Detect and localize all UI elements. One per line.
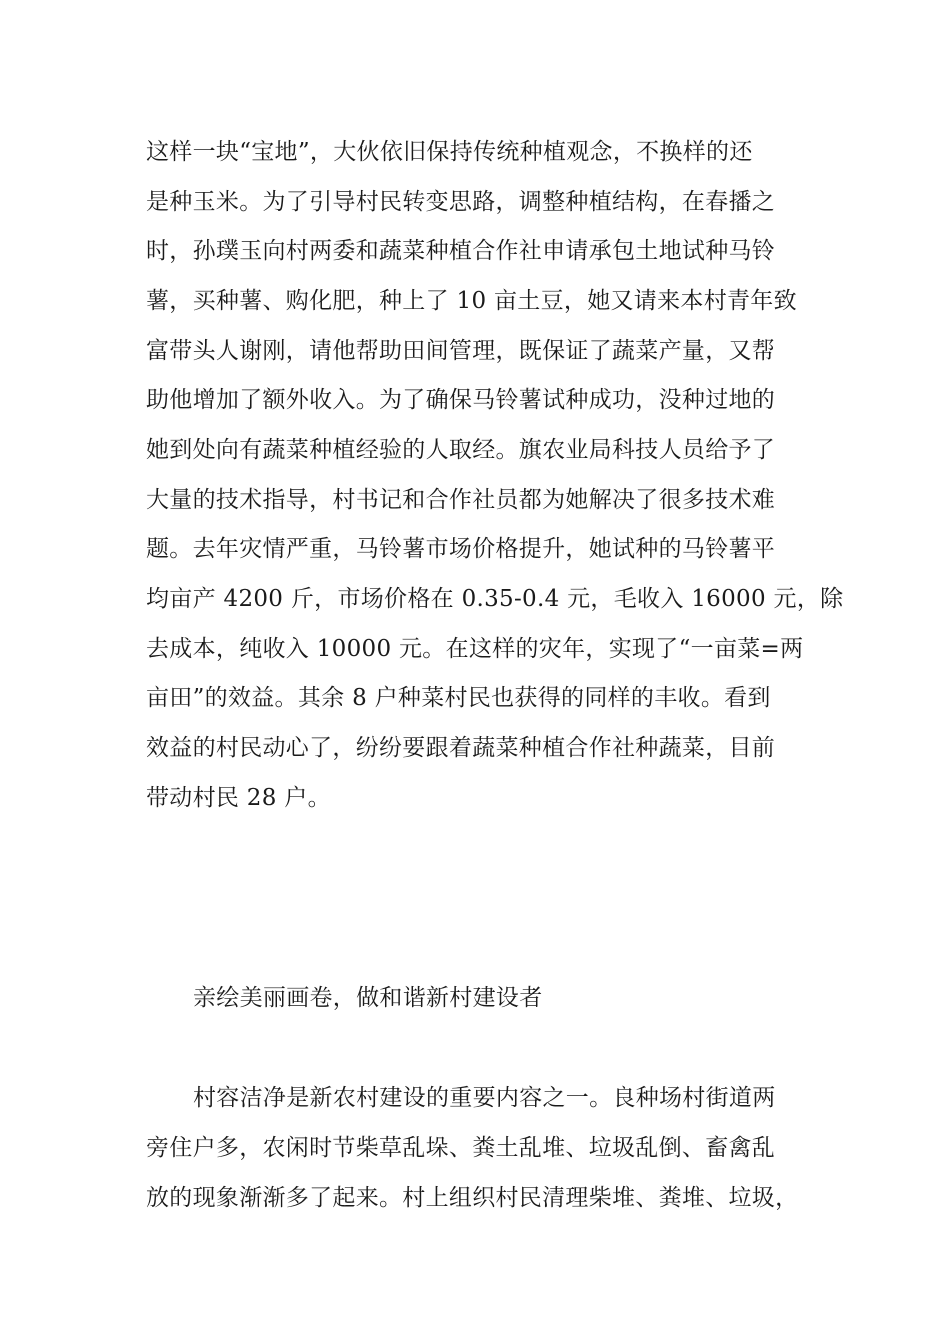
paragraph-line: 助他增加了额外收入。为了确保马铃薯试种成功，没种过地的 [146,387,776,413]
paragraph-line: 这样一块“宝地”，大伙依旧保持传统种植观念，不换样的还 [146,139,753,165]
paragraph-line: 富带头人谢刚，请他帮助田间管理，既保证了蔬菜产量，又帮 [146,338,776,364]
paragraph-line: 带动村民 28 户。 [146,785,331,811]
paragraph-line: 薯，买种薯、购化肥，种上了 10 亩土豆，她又请来本村青年致 [146,288,797,314]
paragraph-line: 时，孙璞玉向村两委和蔬菜种植合作社申请承包土地试种马铃 [146,238,776,264]
paragraph-line: 亩田”的效益。其余 8 户种菜村民也获得的同样的丰收。看到 [146,685,771,711]
paragraph-line: 均亩产 4200 斤，市场价格在 0.35-0.4 元，毛收入 16000 元，除 [146,586,844,612]
paragraph-line: 大量的技术指导，村书记和合作社员都为她解决了很多技术难 [146,487,776,513]
paragraph-line: 放的现象渐渐多了起来。村上组织村民清理柴堆、粪堆、垃圾， [146,1185,799,1211]
paragraph-line: 题。去年灾情严重，马铃薯市场价格提升，她试种的马铃薯平 [146,536,776,562]
paragraph-line: 旁住户多，农闲时节柴草乱垛、粪土乱堆、垃圾乱倒、畜禽乱 [146,1135,776,1161]
paragraph-line: 村容洁净是新农村建设的重要内容之一。良种场村街道两 [193,1085,776,1111]
paragraph-line: 效益的村民动心了，纷纷要跟着蔬菜种植合作社种蔬菜，目前 [146,735,776,761]
section-heading: 亲绘美丽画卷，做和谐新村建设者 [193,985,543,1011]
paragraph-line: 她到处向有蔬菜种植经验的人取经。旗农业局科技人员给予了 [146,437,776,463]
paragraph-line: 是种玉米。为了引导村民转变思路，调整种植结构，在春播之 [146,189,776,215]
paragraph-line: 去成本，纯收入 10000 元。在这样的灾年，实现了“一亩菜=两 [146,636,804,662]
